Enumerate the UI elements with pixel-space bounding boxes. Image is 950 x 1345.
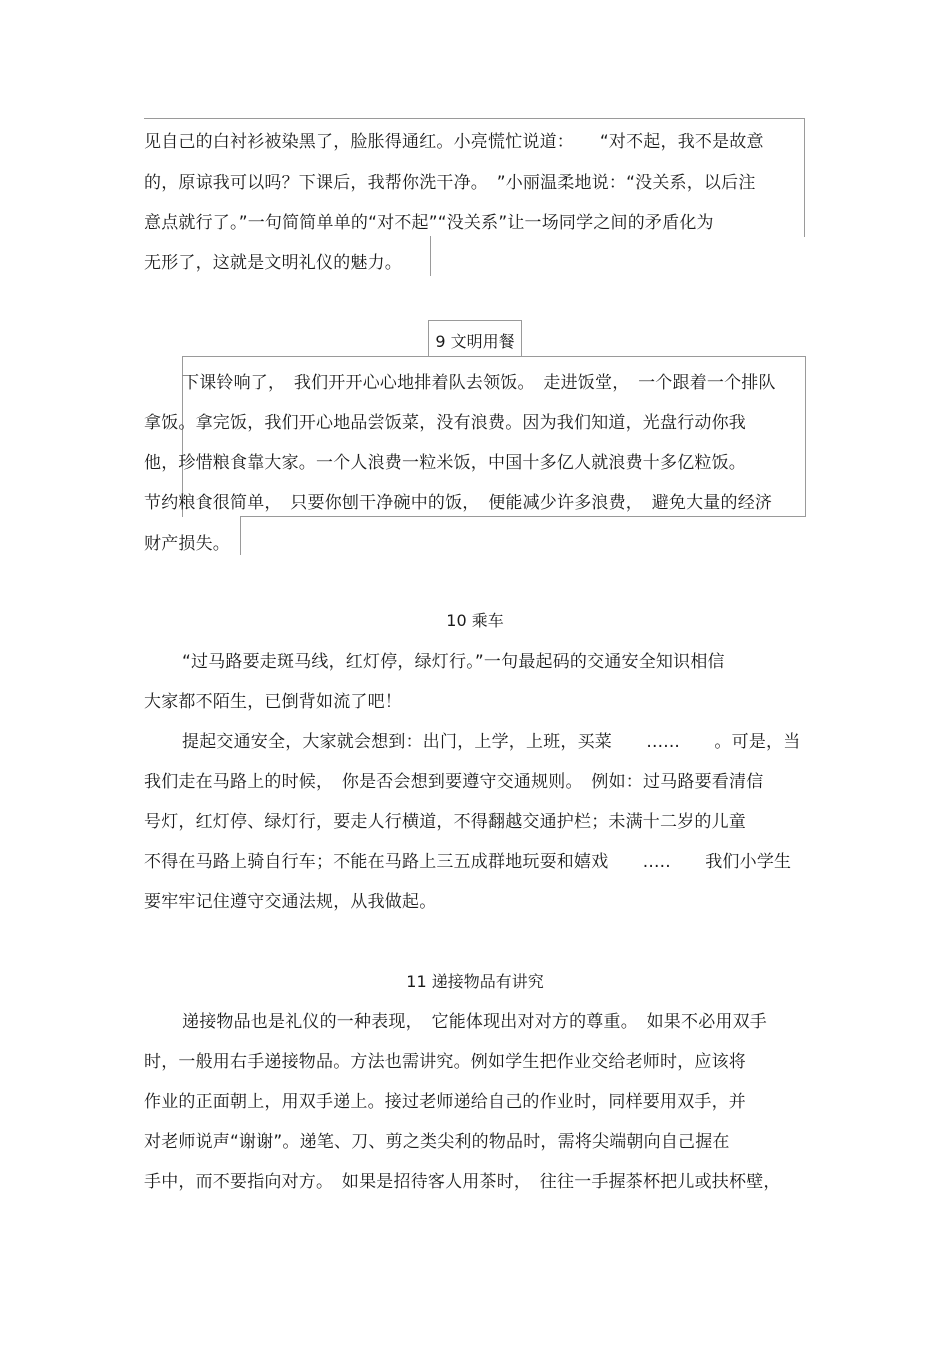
section-11-title: 11 递接物品有讲究 — [406, 972, 544, 991]
text-line: 下课铃响了， 我们开开心心地排着队去领饭。 走进饭堂， 一个跟着一个排队 — [182, 373, 776, 393]
text-line: 时，一般用右手递接物品。方法也需讲究。例如学生把作业交给老师时，应该将 — [144, 1052, 746, 1072]
text-line: 号灯，红灯停、绿灯行，要走人行横道，不得翻越交通护栏；未满十二岁的儿童 — [144, 812, 746, 832]
text-line: 他，珍惜粮食靠大家。一个人浪费一粒米饭，中国十多亿人就浪费十多亿粒饭。 — [144, 453, 746, 473]
text-line: 拿饭。拿完饭，我们开心地品尝饭菜，没有浪费。因为我们知道，光盘行动你我 — [144, 413, 746, 433]
text-line: 作业的正面朝上，用双手递上。接过老师递给自己的作业时，同样要用双手，并 — [144, 1092, 746, 1112]
text-line: 财产损失。 — [144, 534, 230, 554]
text-frame-2 — [430, 236, 805, 276]
text-line: 提起交通安全，大家就会想到：出门，上学，上班，买菜 ...... 。可是，当 — [182, 732, 801, 752]
section-10-title: 10 乘车 — [446, 611, 504, 630]
text-line: 意点就行了。”一句简简单单的“对不起”“没关系”让一场同学之间的矛盾化为 — [144, 213, 714, 233]
text-line: 节约粮食很简单， 只要你刨干净碗中的饭， 便能减少许多浪费， 避免大量的经济 — [144, 493, 773, 513]
text-line: “过马路要走斑马线，红灯停，绿灯行。”一句最起码的交通安全知识相信 — [182, 652, 725, 672]
text-line: 的，原谅我可以吗？下课后，我帮你洗干净。 ”小丽温柔地说：“没关系，以后注 — [144, 173, 756, 193]
text-line: 对老师说声“谢谢”。递笔、刀、剪之类尖利的物品时，需将尖端朝向自己握在 — [144, 1132, 730, 1152]
text-frame-5 — [240, 516, 805, 555]
text-line: 见自己的白衬衫被染黑了，脸胀得通红。小亮慌忙说道： “对不起，我不是故意 — [144, 132, 764, 152]
text-line: 大家都不陌生，已倒背如流了吧！ — [144, 692, 402, 712]
text-line: 不得在马路上骑自行车；不能在马路上三五成群地玩耍和嬉戏 ..... 我们小学生 — [144, 852, 792, 872]
text-line: 无形了，这就是文明礼仪的魅力。 — [144, 253, 402, 273]
text-line: 递接物品也是礼仪的一种表现， 它能体现出对对方的尊重。 如果不必用双手 — [182, 1012, 767, 1032]
text-line: 手中，而不要指向对方。 如果是招待客人用茶时， 往往一手握茶杯把儿或扶杯壁， — [144, 1172, 781, 1192]
text-line: 我们走在马路上的时候， 你是否会想到要遵守交通规则。 例如：过马路要看清信 — [144, 772, 764, 792]
text-line: 要牢牢记住遵守交通法规，从我做起。 — [144, 892, 437, 912]
section-9-title: 9 文明用餐 — [435, 332, 515, 351]
